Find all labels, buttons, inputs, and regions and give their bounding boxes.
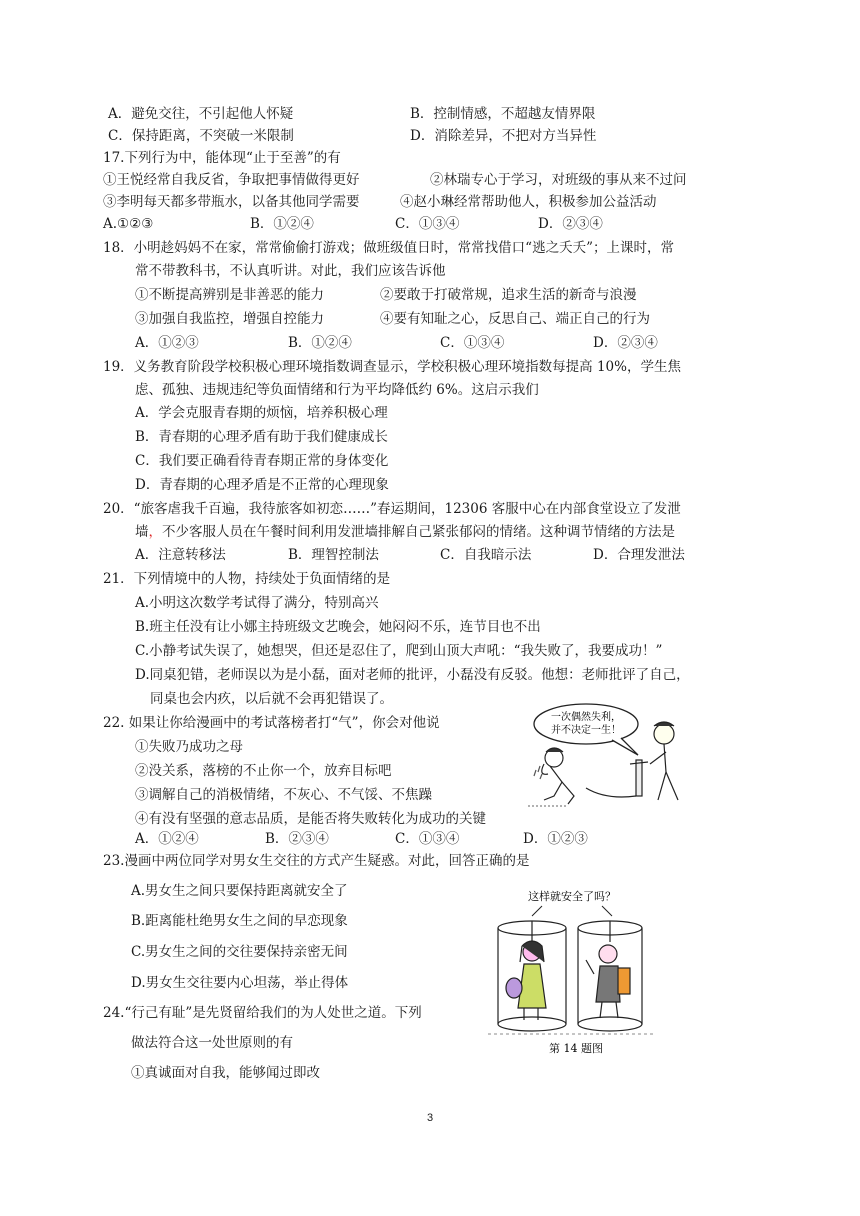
q23-option-d: D.男女生交往要内心坦荡，举止得体 [131,975,349,991]
q22-cartoon [526,700,701,810]
q19-option-c: C．我们要正确看待青春期正常的身体变化 [135,453,389,469]
q18-option-c: C．①③④ [440,335,505,351]
q22-statement-3: ③调解自己的消极情绪，不灰心、不气馁、不焦躁 [135,787,432,803]
q23-option-a: A.男女生之间只要保持距离就安全了 [131,883,348,899]
q20-option-c: C．自我暗示法 [440,547,532,563]
q22-option-d: D．①②③ [523,831,588,847]
q24-statement-1: ①真诚面对自我，能够闻过即改 [131,1065,320,1081]
q17-option-b: B．①②④ [250,216,314,232]
q22-option-a: A．①②④ [135,831,199,847]
q22-statement-4: ④有没有坚强的意志品质，是能否将失败转化为成功的关键 [135,811,486,827]
q17-statement-4: ④赵小琳经常帮助他人，积极参加公益活动 [400,194,657,210]
q16-option-a: A．避免交往，不引起他人怀疑 [108,106,294,122]
q18-statement-1: ①不断提高辨别是非善恶的能力 [135,287,324,303]
q22-option-b: B．②③④ [265,831,329,847]
q19-option-b: B．青春期的心理矛盾有助于我们健康成长 [135,429,388,445]
q20-stem-line-2: 墙，不少客服人员在午餐时间利用发泄墙排解自己紧张郁闷的情绪。这种调节情绪的方法是 [135,524,675,540]
q18-statement-3: ③加强自我监控，增强自控能力 [135,311,324,327]
q18-option-a: A．①②③ [135,335,199,351]
q18-statement-4: ④要有知耻之心，反思自己、端正自己的行为 [380,311,650,327]
q18-option-b: B．①②④ [288,335,352,351]
q23-option-b: B.距离能杜绝男女生之间的早恋现象 [131,913,348,929]
q18-statement-2: ②要敢于打破常规，追求生活的新奇与浪漫 [380,287,637,303]
q20-option-a: A．注意转移法 [135,547,226,563]
q16-option-c: C．保持距离，不突破一米限制 [108,128,294,144]
q21-option-c: C.小静考试失误了，她想哭，但还是忍住了，爬到山顶大声吼：“我失败了，我要成功！” [135,643,663,659]
q24-stem-line-1: 24.“行己有耻”是先贤留给我们的为人处世之道。下列 [103,1005,422,1021]
q17-stem: 17.下列行为中，能体现“止于至善”的有 [103,150,341,166]
q18-stem-line-1: 18．小明趁妈妈不在家，常常偷偷打游戏；做班级值日时，常常找借口“逃之夭夭”；上课时，常 [103,240,674,256]
q21-option-a: A.小明这次数学考试得了满分，特别高兴 [135,595,379,611]
q21-option-d-line-1: D.同桌犯错，老师误以为是小磊，面对老师的批评，小磊没有反驳。他想：老师批评了自己， [135,667,690,683]
q17-option-c: C．①③④ [395,216,460,232]
cartoon-caption-2: 并不决定一生！ [551,725,621,736]
q19-stem-line-1: 19．义务教育阶段学校积极心理环境指数调查显示，学校积极心理环境指数每提高 10%，学生焦 [103,359,681,375]
q17-statement-3: ③李明每天都多带瓶水，以备其他同学需要 [103,194,360,210]
q19-stem-line-2: 虑、孤独、违规违纪等负面情绪和行为平均降低约 6%。这启示我们 [135,382,539,398]
page-number: 3 [426,1112,434,1124]
figure-caption: 第 14 题图 [549,1042,603,1055]
q22-statement-1: ①失败乃成功之母 [135,739,243,755]
q17-option-a: A.①②③ [103,216,154,232]
q20-option-b: B．理智控制法 [288,547,379,563]
speech-bubble [534,704,638,744]
q23-stem: 23.漫画中两位同学对男女生交往的方式产生疑惑。对此，回答正确的是 [103,853,530,869]
q24-stem-line-2: 做法符合这一处世原则的有 [131,1035,293,1051]
q18-stem-line-2: 常不带教科书，不认真听讲。对此，我们应该告诉他 [135,263,446,279]
q17-option-d: D．②③④ [538,216,603,232]
q20-option-d: D．合理发泄法 [593,547,685,563]
q17-statement-1: ①王悦经常自我反省，争取把事情做得更好 [103,172,360,188]
q21-stem: 21．下列情境中的人物，持续处于负面情绪的是 [103,571,391,587]
sad-student-figure [534,748,574,804]
cartoon-question: 这样就安全了吗？ [528,890,616,903]
cartoon-caption-1: 一次偶然失利， [551,712,621,723]
q21-option-b: B.班主任没有让小娜主持班级文艺晚会，她闷闷不乐，连节目也不出 [135,619,541,635]
q22-statement-2: ②没关系，落榜的不止你一个，放弃目标吧 [135,763,392,779]
q23-option-c: C.男女生之间的交往要保持亲密无间 [131,944,348,960]
q16-option-d: D．消除差异，不把对方当异性 [410,128,597,144]
q19-option-a: A．学会克服青春期的烦恼，培养积极心理 [135,405,388,421]
q19-option-d: D．青春期的心理矛盾是不正常的心理现象 [135,477,389,493]
q23-cartoon [484,884,664,1056]
q20-stem-line-1: 20．“旅客虐我千百遍，我待旅客如初恋……”春运期间，12306 客服中心在内部食堂设立了发泄 [103,501,681,517]
q22-option-c: C．①③④ [395,831,460,847]
q17-statement-2: ②林瑞专心于学习，对班级的事从来不过问 [430,172,687,188]
q21-option-d-line-2: 同桌也会内疚，以后就不会再犯错误了。 [150,691,393,707]
q16-option-b: B．控制情感，不超越友情界限 [410,106,596,122]
girl-in-cylinder [498,921,566,1031]
boy-in-cylinder [578,921,642,1031]
q22-stem: 22. 如果让你给漫画中的考试落榜者打“气”，你会对他说 [103,715,440,731]
q18-option-d: D．②③④ [593,335,658,351]
